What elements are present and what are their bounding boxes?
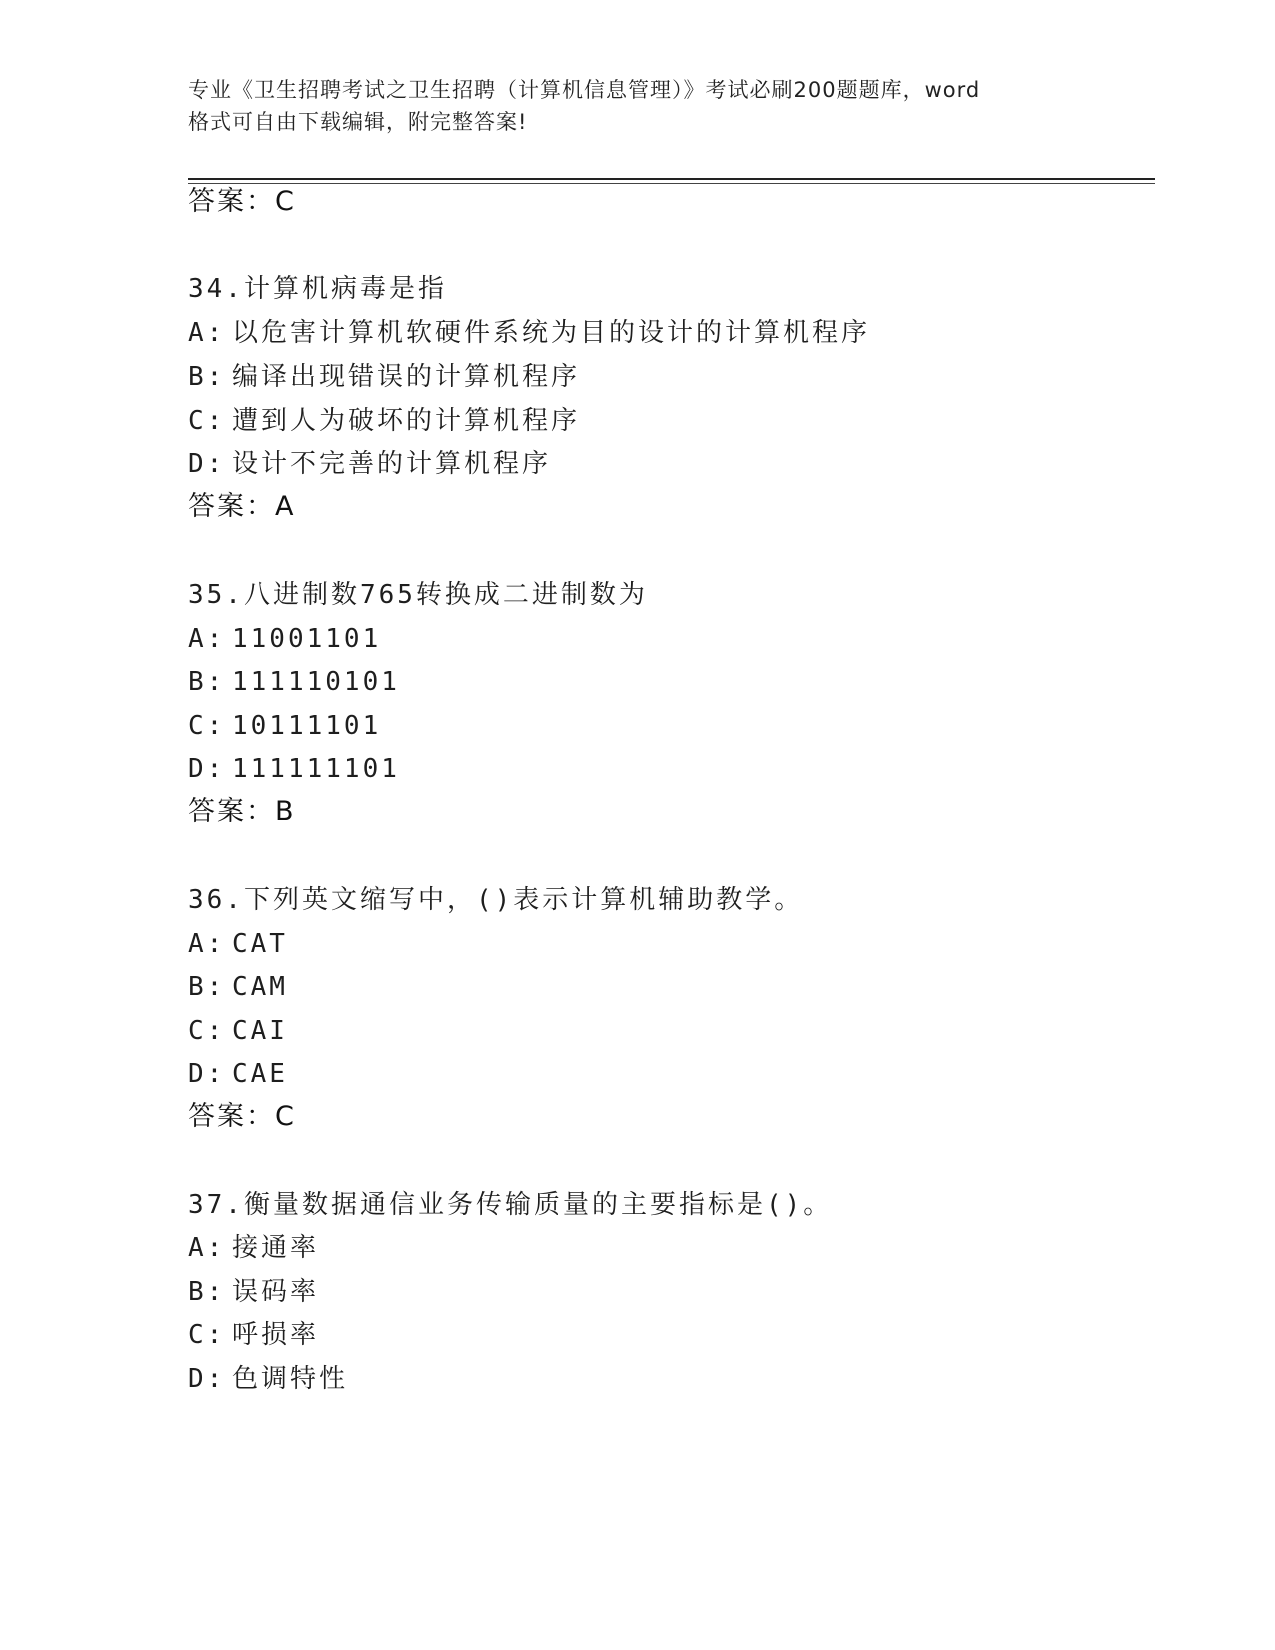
option-label: B: <box>188 667 226 697</box>
question-stem: 37.衡量数据通信业务传输质量的主要指标是()。 <box>188 1190 833 1220</box>
option-b <box>188 970 288 1004</box>
option-label: B: <box>188 1277 226 1307</box>
option-label: C: <box>188 1320 226 1350</box>
option-c <box>188 709 381 743</box>
option-d <box>188 1057 288 1091</box>
option-d <box>188 447 551 481</box>
option-label: D: <box>188 449 226 479</box>
option-text: CAM <box>232 972 288 1002</box>
option-text: 编译出现错误的计算机程序 <box>232 362 581 392</box>
option-text: 以危害计算机软硬件系统为目的设计的计算机程序 <box>232 318 871 348</box>
option-text: CAE <box>232 1059 288 1089</box>
question-stem: 36.下列英文缩写中，()表示计算机辅助教学。 <box>188 885 804 915</box>
option-b <box>188 1275 319 1309</box>
option-c <box>188 1318 319 1352</box>
option-a <box>188 1231 319 1265</box>
option-b <box>188 360 580 394</box>
option-label: D: <box>188 1364 226 1394</box>
option-text: 误码率 <box>232 1277 320 1307</box>
option-a <box>188 622 381 656</box>
option-text: 接通率 <box>232 1233 320 1263</box>
option-label: D: <box>188 1059 226 1089</box>
option-label: C: <box>188 1016 226 1046</box>
option-label: A: <box>188 1233 226 1263</box>
answer: 答案：B <box>188 796 296 827</box>
previous-answer: 答案：C <box>188 186 296 217</box>
option-b <box>188 665 400 699</box>
option-text: 呼损率 <box>232 1320 320 1350</box>
option-a <box>188 927 288 961</box>
answer: 答案：C <box>188 1101 296 1132</box>
option-label: B: <box>188 362 226 392</box>
option-text: CAI <box>232 1016 288 1046</box>
option-label: A: <box>188 318 226 348</box>
header-line-2: 格式可自由下载编辑，附完整答案! <box>188 110 528 134</box>
option-text: 11001101 <box>232 624 382 654</box>
option-c <box>188 1014 288 1048</box>
option-label: C: <box>188 711 226 741</box>
document-header <box>188 74 1088 138</box>
option-label: A: <box>188 929 226 959</box>
answer: 答案：A <box>188 491 296 522</box>
option-c <box>188 404 580 438</box>
option-label: B: <box>188 972 226 1002</box>
question-stem: 34.计算机病毒是指 <box>188 274 447 304</box>
option-text: 111110101 <box>232 667 400 697</box>
option-label: D: <box>188 754 226 784</box>
option-text: CAT <box>232 929 288 959</box>
option-label: C: <box>188 406 226 436</box>
option-label: A: <box>188 624 226 654</box>
question-stem: 35.八进制数765转换成二进制数为 <box>188 580 648 610</box>
header-divider-thin <box>188 183 1155 184</box>
option-text: 111111101 <box>232 754 400 784</box>
option-d <box>188 752 400 786</box>
option-a <box>188 316 870 350</box>
option-d <box>188 1362 348 1396</box>
option-text: 色调特性 <box>232 1364 349 1394</box>
option-text: 遭到人为破坏的计算机程序 <box>232 406 581 436</box>
header-line-1: 专业《卫生招聘考试之卫生招聘（计算机信息管理）》考试必刷200题题库，word <box>188 78 981 102</box>
option-text: 设计不完善的计算机程序 <box>232 449 552 479</box>
option-text: 10111101 <box>232 711 382 741</box>
header-divider-thick <box>188 178 1155 180</box>
